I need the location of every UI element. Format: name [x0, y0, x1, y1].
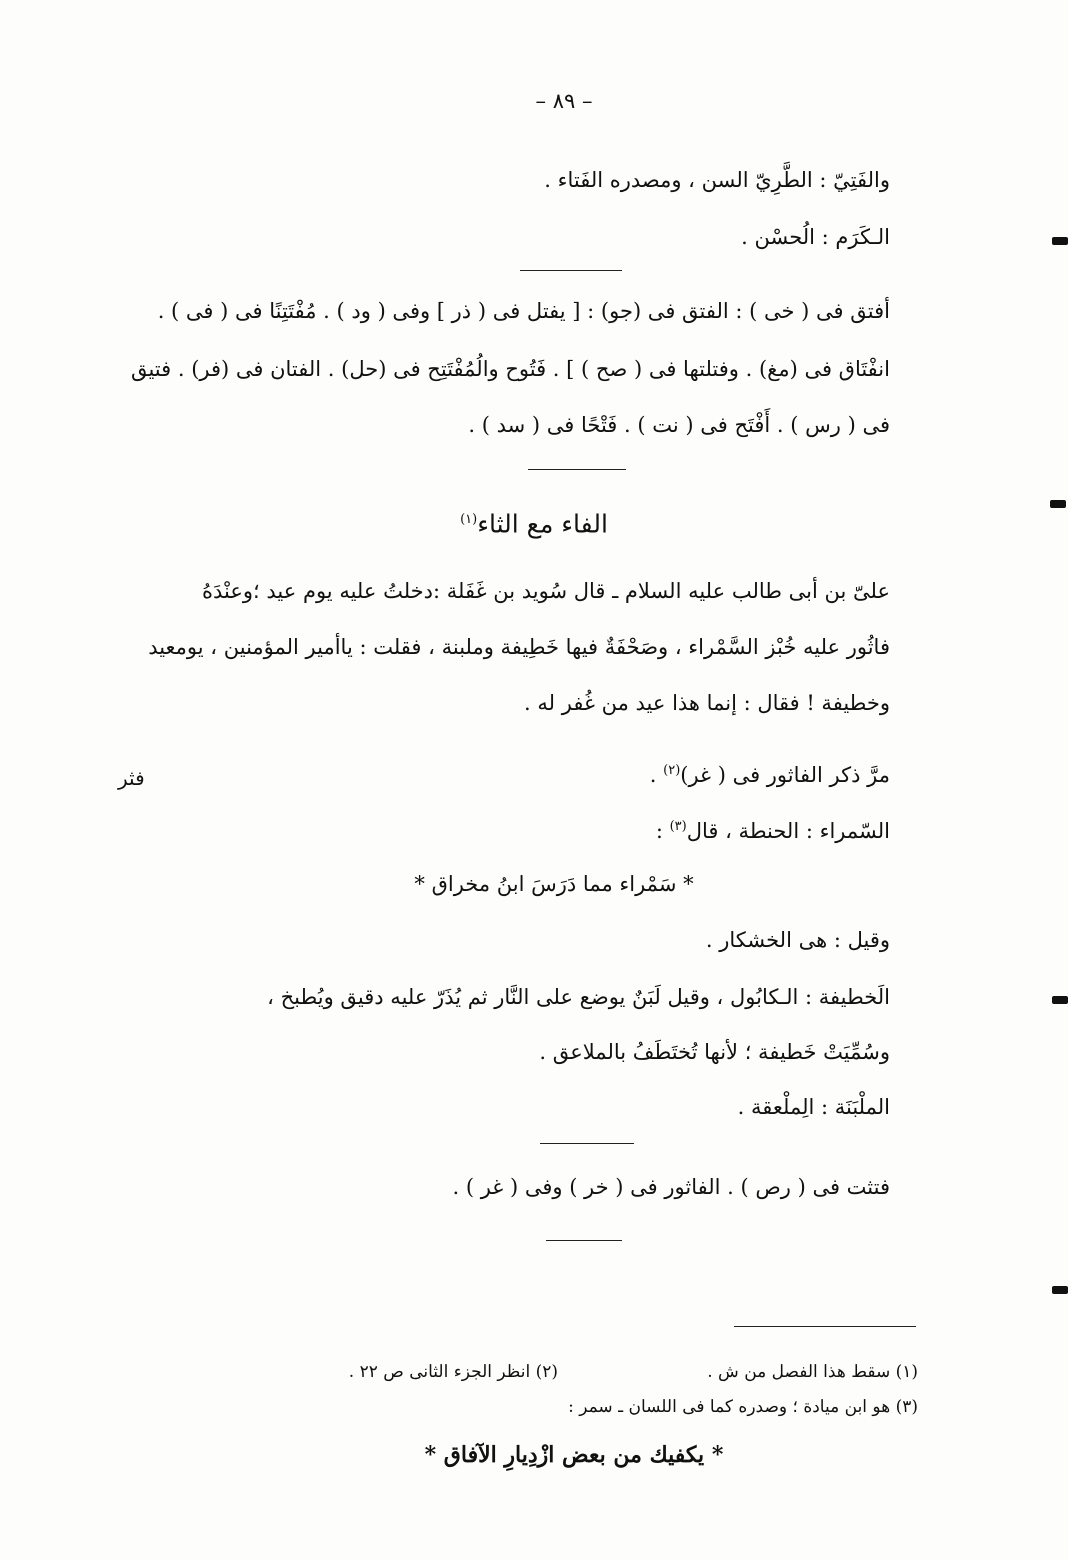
explanation-text: مرَّ ذكر الفاثور فى ( غر): [680, 763, 890, 787]
footnote-verse: * يكفيك من بعض ازْدِيارِ الآفاق *: [424, 1442, 724, 1468]
edge-mark: [1050, 500, 1066, 508]
section-heading: [384, 505, 684, 539]
entry-line: والفَتِيّ : الطَّرِيّ السن ، ومصدره الفَتاء .: [544, 168, 890, 192]
explanation-line: [650, 756, 890, 790]
entry-line: الـكَرَم : الُحسْن .: [741, 225, 890, 249]
explanation-line: وقيل : هى الخشكار .: [705, 928, 890, 952]
footnote-marker: (٣): [669, 819, 687, 834]
explanation-line: وسُمِّيَتْ خَطيفة ؛ لأنها تُختَطَفُ بالملاعق .: [539, 1040, 890, 1064]
explanation-text: .: [649, 763, 657, 787]
footnote: (١) سقط هذا الفصل من ش .: [707, 1362, 918, 1382]
explanation-text: :: [655, 819, 663, 843]
hadith-line: وخطيفة ! فقال : إنما هذا عيد من غُفر له .: [524, 691, 890, 715]
separator-rule: [528, 469, 626, 470]
explanation-line: [656, 812, 890, 846]
footnote-rule: [734, 1326, 916, 1327]
edge-mark: [1052, 996, 1068, 1004]
hadith-line: فاثُور عليه خُبْز السَّمْراء ، وصَحْفَةٌ فيها خَطِيفة وملبنة ، فقلت : ياأمير المؤمنين ، يومعيد: [148, 635, 890, 659]
reference-line: انفْتَاق فى (مغ) . وفتلتها فى ( صح ) ] . فَتُوح والُمُفْتَتِح فى (حل) . الفتان فى (فر) . فتيق: [130, 357, 890, 381]
footnote-marker: (٢): [663, 763, 681, 778]
reference-line: أفتق فى ( خى ) : الفتق فى (جو) : [ يفتل فى ( ذر ] وفى ( ود ) . مُفْتَتِنًا فى ( فى ) .: [157, 299, 890, 323]
section-heading-text: الفاء مع الثاء: [477, 509, 608, 539]
separator-rule: [520, 270, 622, 271]
hadith-line: علىّ بن أبى طالب عليه السلام ـ قال سُويد بن غَفَلة :دخلتُ عليه يوم عيد ؛وعنْدَهُ: [202, 579, 890, 603]
edge-mark: [1052, 237, 1068, 245]
explanation-text: السّمراء : الحنطة ، قال: [686, 819, 890, 843]
reference-line: فتثت فى ( رص ) . الفاثور فى ( خر ) وفى ( غر ) .: [452, 1175, 890, 1199]
margin-root-word: فثر: [118, 766, 145, 790]
footnote-marker: (١): [460, 512, 478, 527]
explanation-line: الَخطيفة : الـكابُول ، وقيل لَبَنٌ يوضع على النَّار ثم يُذَرّ عليه دقيق ويُطبخ ،: [267, 985, 890, 1009]
separator-rule: [540, 1143, 634, 1144]
verse-line: * سَمْراء مما دَرَسَ ابنُ مخراق *: [414, 872, 694, 896]
edge-mark: [1052, 1286, 1068, 1294]
footnote: (٢) انظر الجزء الثانى ص ٢٢ .: [348, 1362, 558, 1382]
footnote: (٣) هو ابن ميادة ؛ وصدره كما فى اللسان ـ سمر :: [568, 1397, 918, 1417]
page-number: – ٨٩ –: [535, 89, 593, 113]
separator-rule: [546, 1240, 622, 1241]
reference-line: فى ( رس ) . أَفْتَح فى ( نت ) . فَتْحًا فى ( سد ) .: [468, 413, 890, 437]
explanation-line: الملْبَنَة : الِملْعقة .: [737, 1095, 890, 1119]
